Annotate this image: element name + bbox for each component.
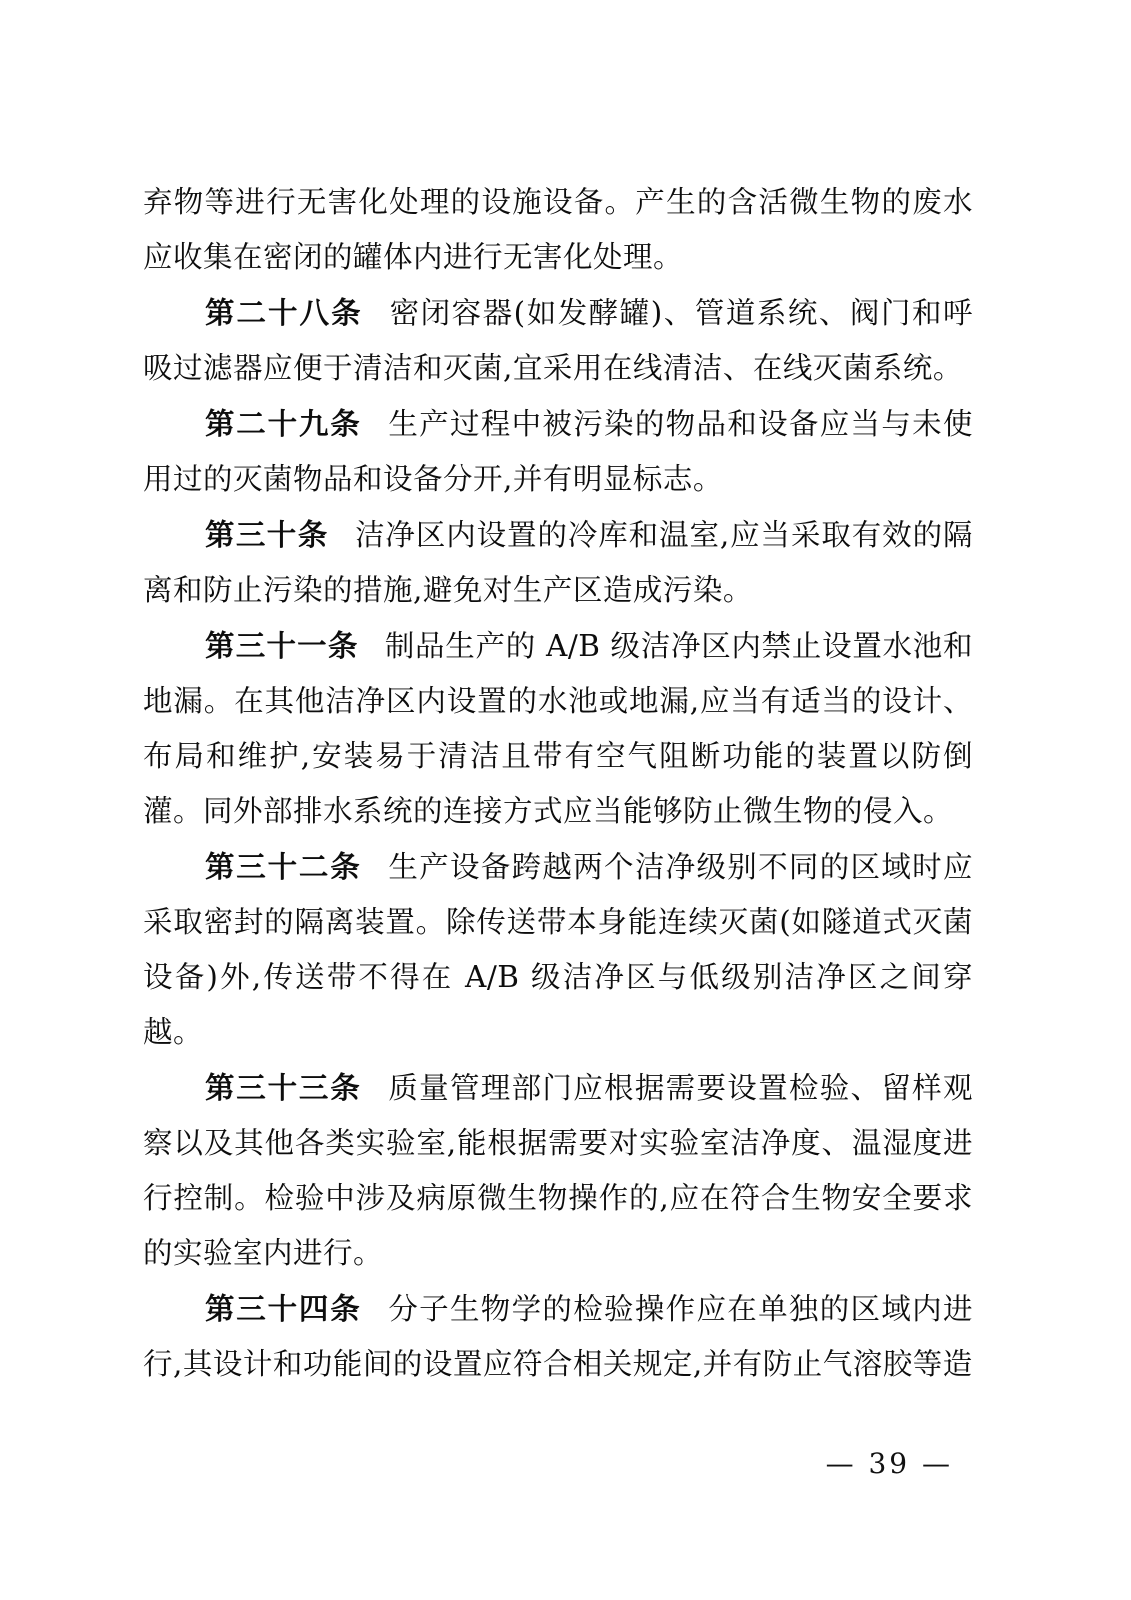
article-title: 第二十九条 — [205, 406, 362, 441]
paragraph-text: 制品生产的 A/B 级洁净区内禁止设置水池和地漏。在其他洁净区内设置的水池或地漏,应当有适当的设计、布局和维护,安装易于清洁且带有空气阻断功能的装置以防倒灌。同外部排水系统的连接方式应当能够防止微生物的侵入。 — [143, 629, 973, 828]
paragraph-text: 密闭容器(如发酵罐)、管道系统、阀门和呼吸过滤器应便于清洁和灭菌,宜采用在线清洁、在线灭菌系统。 — [143, 296, 973, 385]
article-title: 第三十三条 — [205, 1070, 362, 1105]
page-body — [143, 175, 973, 1392]
article-29 — [143, 396, 973, 507]
paragraph-text: 质量管理部门应根据需要设置检验、留样观察以及其他各类实验室,能根据需要对实验室洁净度、温湿度进行控制。检验中涉及病原微生物操作的,应在符合生物安全要求的实验室内进行。 — [143, 1071, 973, 1270]
paragraph-continued — [143, 175, 973, 285]
paragraph-text: 洁净区内设置的冷库和温室,应当采取有效的隔离和防止污染的措施,避免对生产区造成污染。 — [143, 518, 973, 607]
article-30 — [143, 507, 973, 618]
paragraph-text: 生产设备跨越两个洁净级别不同的区域时应采取密封的隔离装置。除传送带本身能连续灭菌(如隧道式灭菌设备)外,传送带不得在 A/B 级洁净区与低级别洁净区之间穿越。 — [143, 850, 973, 1049]
article-31 — [143, 618, 973, 839]
article-title: 第三十一条 — [205, 628, 359, 663]
article-title: 第三十条 — [205, 517, 329, 552]
paragraph-text: 弃物等进行无害化处理的设施设备。产生的含活微生物的废水应收集在密闭的罐体内进行无害化处理。 — [143, 185, 973, 274]
article-title: 第三十二条 — [205, 849, 362, 884]
article-34 — [143, 1281, 973, 1392]
paragraph-text: 分子生物学的检验操作应在单独的区域内进行,其设计和功能间的设置应符合相关规定,并有防止气溶胶等造 — [143, 1292, 973, 1381]
paragraph-text: 生产过程中被污染的物品和设备应当与未使用过的灭菌物品和设备分开,并有明显标志。 — [143, 407, 973, 496]
article-title: 第二十八条 — [205, 295, 363, 330]
page-number: — 39 — — [825, 1447, 953, 1480]
article-title: 第三十四条 — [205, 1291, 362, 1326]
article-28 — [143, 285, 973, 396]
article-33 — [143, 1060, 973, 1281]
article-32 — [143, 839, 973, 1060]
